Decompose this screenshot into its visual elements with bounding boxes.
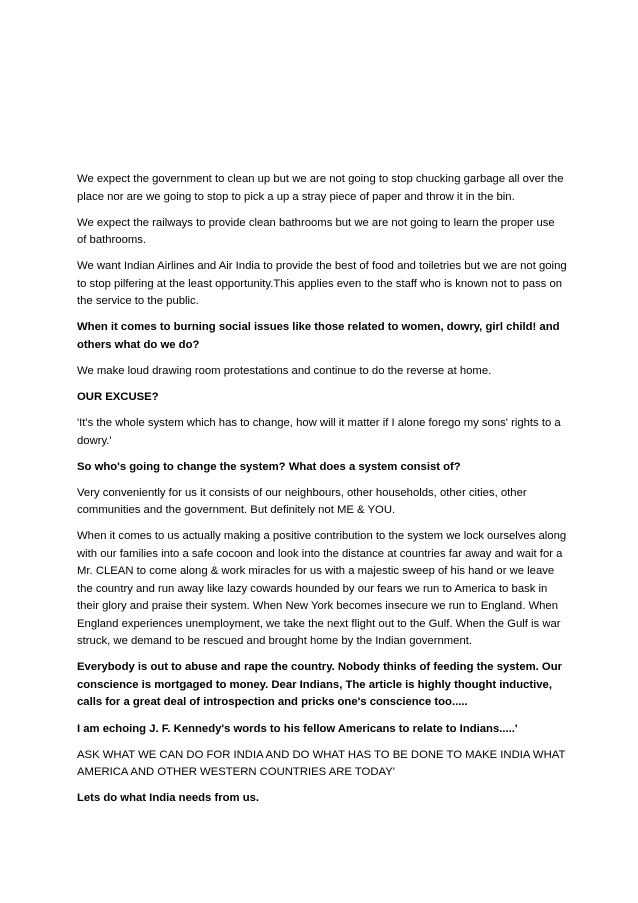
paragraph-4-bold: When it comes to burning social issues like those related to women, dowry, girl child! and others what do we do?: [77, 321, 560, 351]
paragraph-11-bold: Everybody is out to abuse and rape the country. Nobody thinks of feeding the system. Our conscience is mortgaged to money. Dear Indians, The article is highly thought inductive, calls for a great deal of introspection and pricks one's conscience too.....: [77, 661, 563, 709]
paragraph-2: We expect the railways to provide clean bathrooms but we are not going to learn the proper use of bathrooms.: [77, 216, 555, 247]
document-body: [77, 171, 567, 816]
paragraph-6-heading: OUR EXCUSE?: [77, 390, 159, 403]
paragraph-8-bold: So who's going to change the system? What does a system consist of?: [77, 460, 461, 473]
paragraph-1: We expect the government to clean up but we are not going to stop chucking garbage all over the place nor are we going to stop to pick a up a stray piece of paper and throw it in the bin.: [77, 173, 564, 203]
paragraph-9: Very conveniently for us it consists of our neighbours, other households, other cities, other communities and the government. But definitely not ME & YOU.: [77, 486, 527, 517]
paragraph-14-closing: Lets do what India needs from us.: [77, 792, 260, 805]
paragraph-3: We want Indian Airlines and Air India to provide the best of food and toiletries but we are not going to stop pilfering at the least opportunity.This applies even to the staff who is known not to pass on the service to the public.: [77, 260, 567, 308]
paragraph-13-caps: ASK WHAT WE CAN DO FOR INDIA AND DO WHAT HAS TO BE DONE TO MAKE INDIA WHAT AMERICA AND OTHER WESTERN COUNTRIES ARE TODAY': [77, 748, 566, 779]
paragraph-12-bold: I am echoing J. F. Kennedy's words to his fellow Americans to relate to Indians.....': [77, 722, 518, 735]
paragraph-10: When it comes to us actually making a positive contribution to the system we lock ourselves along with our families into a safe cocoon and look into the distance at countries far away and wait for a Mr. CLEAN to come along & work miracles for us with a majestic sweep of his hand or we leave the country and run away like lazy cowards hounded by our fears we run to America to bask in their glory and praise their system. When New York becomes insecure we run to England. When England experiences unemployment, we take the next flight out to the Gulf. When the Gulf is war struck, we demand to be rescued and brought home by the Indian government.: [77, 530, 567, 648]
paragraph-7-quote: 'It's the whole system which has to change, how will it matter if I alone forego my sons' rights to a dowry.': [77, 417, 561, 447]
paragraph-5: We make loud drawing room protestations and continue to do the reverse at home.: [77, 364, 492, 377]
